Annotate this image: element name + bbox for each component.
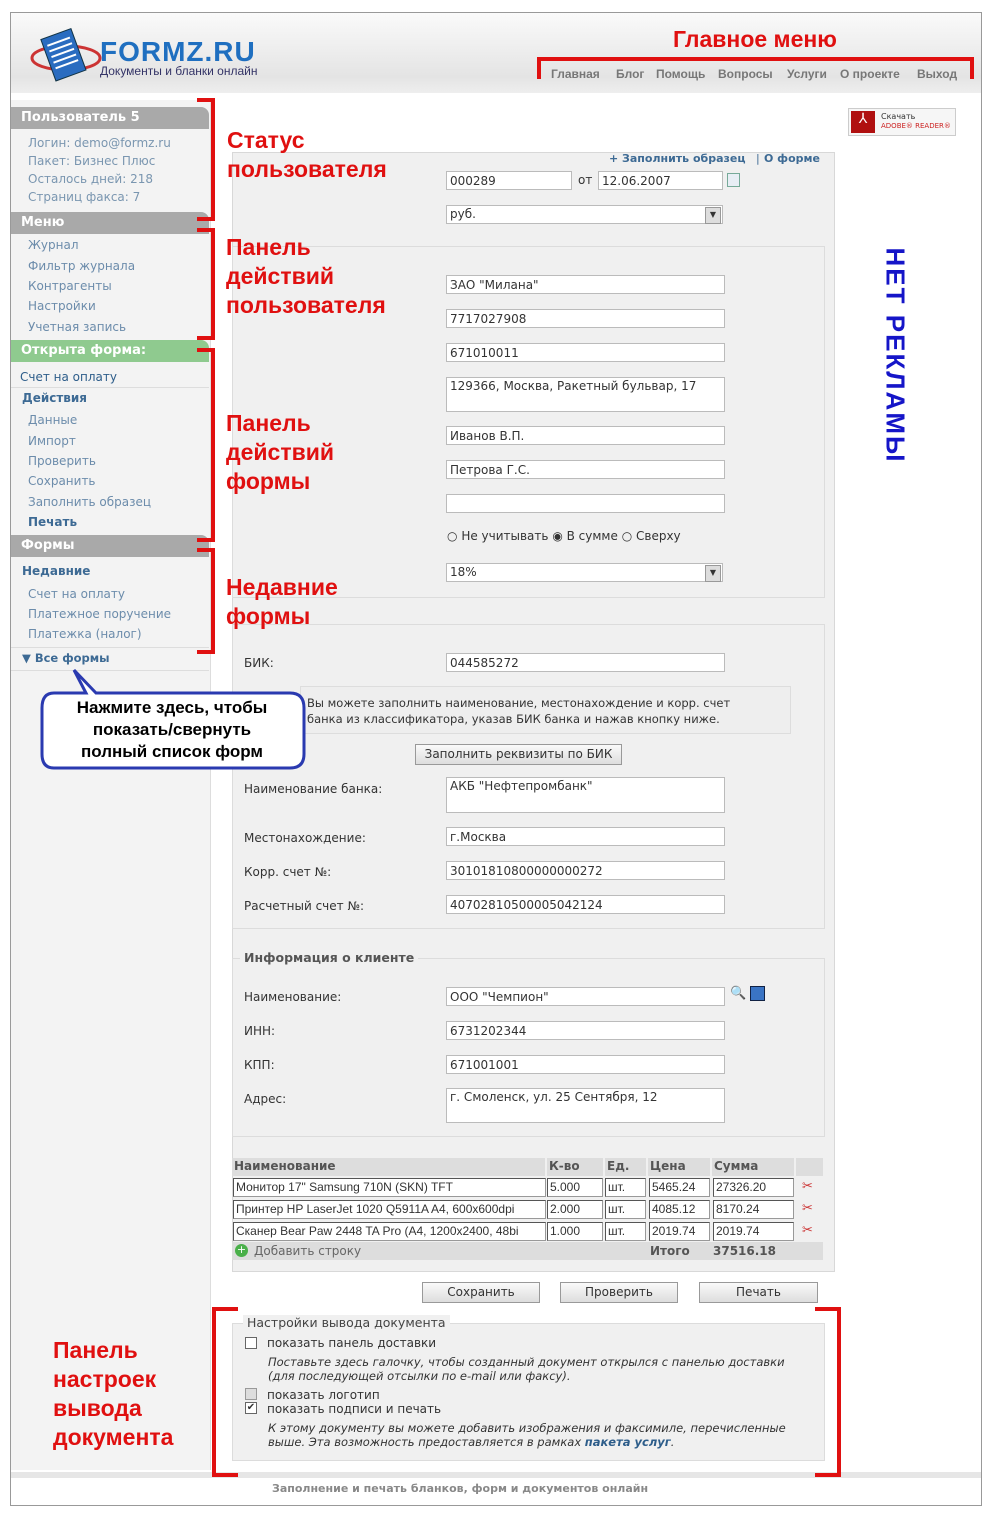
print-button[interactable]: Печать	[699, 1282, 818, 1303]
recent-form-payment-order[interactable]: Платежное поручение	[28, 607, 172, 621]
client-inn-label: ИНН:	[244, 1024, 276, 1038]
logo-icon	[30, 26, 102, 86]
open-form-title: Открыта форма:	[11, 340, 209, 362]
bracket-line	[197, 548, 215, 552]
currency-select[interactable]	[446, 205, 723, 224]
delete-row-icon[interactable]: ✂	[802, 1223, 813, 1238]
item-unit-input[interactable]: шт.	[605, 1178, 646, 1197]
seller-address-input[interactable]	[446, 377, 725, 412]
logo-label: показать логотип	[267, 1388, 380, 1402]
sidebar-item-fill-sample[interactable]: Заполнить образец	[28, 495, 152, 509]
sidebar-item-journal[interactable]: Журнал	[28, 238, 79, 252]
open-form-name[interactable]: Счет на оплату	[20, 370, 117, 384]
signatures-checkbox[interactable]: ✔	[246, 1402, 256, 1413]
bank-name-input[interactable]	[446, 777, 725, 813]
hint-end: .	[670, 1435, 675, 1449]
delivery-hint: Поставьте здесь галочку, чтобы созданный документ открылся с панелью доставки	[268, 1355, 785, 1369]
invoice-date-input[interactable]	[598, 171, 723, 190]
vat-on-top-label: Сверху	[636, 529, 681, 543]
signatures-label: показать подписи и печать	[267, 1402, 442, 1416]
adobe-reader-download[interactable]	[848, 108, 956, 136]
col-unit: Ед.	[605, 1158, 646, 1176]
sidebar-item-save[interactable]: Сохранить	[28, 474, 96, 488]
vat-none-radio[interactable]: ○	[447, 529, 458, 543]
col-price: Цена	[648, 1158, 710, 1176]
about-form-link[interactable]: О форме	[764, 152, 820, 165]
vat-included-radio[interactable]: ◉	[552, 529, 563, 543]
item-qty-input[interactable]: 5.000	[547, 1178, 603, 1197]
bracket	[537, 57, 974, 61]
bracket-line	[212, 1307, 238, 1311]
annotation-main-menu: Главное меню	[673, 26, 837, 52]
nav-services[interactable]: Услуги	[787, 67, 827, 81]
actions-title: Действия	[22, 391, 88, 405]
bracket-line	[197, 348, 215, 352]
sidebar-item-data[interactable]: Данные	[28, 413, 78, 427]
save-client-icon[interactable]	[750, 986, 765, 1001]
logo-checkbox[interactable]	[245, 1388, 257, 1400]
col-qty: К-во	[547, 1158, 603, 1176]
all-forms-toggle[interactable]: ▼ Все формы	[22, 651, 110, 665]
vat-radio-group	[447, 529, 681, 543]
nav-logout[interactable]: Выход	[917, 67, 958, 81]
item-name-input[interactable]: Сканер Bear Paw 2448 TA Pro (A4, 1200x2400, 48bi	[233, 1222, 546, 1241]
item-name-input[interactable]: Принтер HP LaserJet 1020 Q5911A A4, 600x600dpi	[233, 1200, 546, 1219]
nav-home[interactable]: Главная	[551, 67, 600, 81]
signatures-hint	[268, 1435, 674, 1449]
sidebar-item-print[interactable]: Печать	[28, 515, 78, 529]
sidebar-item-account[interactable]: Учетная запись	[28, 320, 127, 334]
user-section-title: Пользователь 5	[11, 107, 209, 129]
from-label: от	[578, 173, 593, 187]
sidebar-item-import[interactable]: Импорт	[28, 434, 76, 448]
signatures-hint: К этому документу вы можете добавить изображения и факсимиле, перечисленные	[268, 1421, 786, 1435]
item-unit-input[interactable]: шт.	[605, 1222, 646, 1241]
item-unit-input[interactable]: шт.	[605, 1200, 646, 1219]
accountant-input[interactable]	[446, 460, 725, 479]
bik-info-line: банка из классификатора, указав БИК банка и нажав кнопку ниже.	[307, 712, 720, 726]
link-separator: |	[756, 152, 760, 165]
user-fax-pages: Страниц факса: 7	[28, 190, 141, 204]
search-client-icon[interactable]: 🔍	[730, 986, 747, 1001]
client-name-input[interactable]	[446, 987, 725, 1006]
sidebar-item-journal-filter[interactable]: Фильтр журнала	[28, 259, 136, 273]
corr-account-input[interactable]	[446, 861, 725, 880]
invoice-number-input[interactable]	[446, 171, 572, 190]
bracket-line	[815, 1473, 841, 1477]
bracket	[970, 57, 974, 79]
recent-form-tax-payment[interactable]: Платежка (налог)	[28, 627, 142, 641]
user-package: Пакет: Бизнес Плюс	[28, 154, 156, 168]
delivery-checkbox[interactable]	[245, 1337, 257, 1349]
bracket-line	[837, 1307, 841, 1477]
delivery-hint: (для последующей отсылки по e-mail или факсу).	[268, 1369, 571, 1383]
nav-faq[interactable]: Вопросы	[718, 67, 773, 81]
adobe-label: Скачать	[881, 112, 916, 121]
extra-input[interactable]	[446, 494, 725, 513]
bracket-line	[211, 348, 215, 542]
sidebar-item-check[interactable]: Проверить	[28, 454, 96, 468]
client-name-label: Наименование:	[244, 990, 342, 1004]
calendar-icon[interactable]	[727, 173, 740, 187]
item-sum-input[interactable]: 8170.24	[713, 1200, 794, 1219]
service-package-link[interactable]: пакета услуг	[584, 1435, 671, 1449]
forms-section-title: Формы	[11, 535, 209, 557]
col-sum: Сумма	[712, 1158, 794, 1176]
bik-label: БИК:	[244, 656, 274, 670]
recent-form-invoice[interactable]: Счет на оплату	[28, 587, 125, 601]
save-button[interactable]: Сохранить	[422, 1282, 540, 1303]
account-input[interactable]	[446, 895, 725, 914]
item-price-input[interactable]: 4085.12	[649, 1200, 710, 1219]
divider	[11, 387, 209, 388]
bik-info-box	[300, 686, 791, 734]
fill-sample-link[interactable]: + Заполнить образец	[609, 152, 746, 165]
vat-rate-select[interactable]	[446, 563, 723, 582]
annotation-output-settings: Панель настроек вывода документа	[53, 1337, 174, 1450]
bik-input[interactable]	[446, 653, 725, 672]
bracket-line	[212, 1307, 216, 1477]
seller-name-input[interactable]	[446, 275, 725, 294]
total-value: 37516.18	[713, 1244, 777, 1258]
seller-inn-input[interactable]	[446, 309, 725, 328]
bracket-line	[197, 336, 215, 340]
item-sum-input[interactable]: 27326.20	[713, 1178, 794, 1197]
delete-row-icon[interactable]: ✂	[802, 1179, 813, 1194]
bracket	[537, 57, 541, 79]
nav-blog[interactable]: Блог	[616, 67, 645, 81]
client-legend: Информация о клиенте	[240, 950, 418, 965]
item-qty-input[interactable]: 1.000	[547, 1222, 603, 1241]
vat-rate-value: 18%	[450, 565, 477, 579]
item-sum-input[interactable]: 2019.74	[713, 1222, 794, 1241]
add-row-icon[interactable]: +	[236, 1243, 247, 1256]
adobe-icon: ⅄	[851, 111, 875, 133]
bracket-line	[197, 217, 215, 221]
client-kpp-label: КПП:	[244, 1058, 275, 1072]
col-name: Наименование	[232, 1158, 545, 1176]
delete-row-icon[interactable]: ✂	[802, 1201, 813, 1216]
bracket-line	[197, 538, 215, 542]
bank-location-label: Местонахождение:	[244, 831, 366, 845]
bank-name-label: Наименование банка:	[244, 782, 383, 796]
bracket-line	[212, 1473, 238, 1477]
item-qty-input[interactable]: 2.000	[547, 1200, 603, 1219]
bracket-line	[197, 98, 215, 102]
bracket-line	[211, 548, 215, 654]
output-settings-legend: Настройки вывода документа	[243, 1315, 450, 1330]
annotation-user-actions: Панель действий пользователя	[226, 234, 386, 318]
menu-section-title: Меню	[11, 212, 209, 234]
corr-account-label: Корр. счет №:	[244, 865, 332, 879]
hint-text: выше. Эта возможность предоставляется в рамках	[268, 1435, 582, 1449]
item-price-input[interactable]: 5465.24	[649, 1178, 710, 1197]
bank-location-input[interactable]	[446, 827, 725, 846]
adobe-brand: ADOBE® READER®	[881, 122, 951, 130]
sidebar-item-settings[interactable]: Настройки	[28, 299, 96, 313]
annotation-recent-forms: Недавние формы	[226, 574, 338, 629]
vat-on-top-radio[interactable]: ○	[621, 529, 633, 543]
user-login: Логин: demo@formz.ru	[28, 136, 171, 150]
seller-kpp-input[interactable]	[446, 343, 725, 362]
client-address-input[interactable]	[446, 1088, 725, 1123]
client-kpp-input[interactable]	[446, 1055, 725, 1074]
bracket-line	[815, 1307, 841, 1311]
recent-title: Недавние	[22, 564, 91, 578]
nav-about[interactable]: О проекте	[840, 67, 900, 81]
bracket-line	[197, 650, 215, 654]
currency-value: руб.	[450, 207, 476, 221]
vat-included-label: В сумме	[566, 529, 618, 543]
no-ads-label: НЕТ РЕКЛАМЫ	[880, 247, 911, 464]
client-address-label: Адрес:	[244, 1092, 287, 1106]
director-input[interactable]	[446, 426, 725, 445]
vat-none-label: Не учитывать	[461, 529, 549, 543]
add-row-link[interactable]: Добавить строку	[254, 1244, 362, 1258]
item-price-input[interactable]: 2019.74	[649, 1222, 710, 1241]
item-name-input[interactable]: Монитор 17" Samsung 710N (SKN) TFT	[233, 1178, 546, 1197]
divider	[11, 647, 209, 648]
annotation-user-status: Статус пользователя	[227, 127, 387, 182]
footer-text: Заполнение и печать бланков, форм и документов онлайн	[272, 1482, 649, 1495]
check-button[interactable]: Проверить	[560, 1282, 678, 1303]
callout-text: Нажмите здесь, чтобы показать/свернуть полный список форм	[76, 698, 268, 761]
user-days-left: Осталось дней: 218	[28, 172, 153, 186]
sidebar-item-contractors[interactable]: Контрагенты	[28, 279, 112, 293]
logo-text[interactable]: FORMZ.RU	[100, 36, 256, 67]
col-delete	[796, 1158, 823, 1176]
bracket-line	[197, 228, 215, 232]
total-label: Итого	[650, 1244, 690, 1258]
nav-help[interactable]: Помощь	[656, 67, 706, 81]
bracket-line	[211, 228, 215, 340]
client-inn-input[interactable]	[446, 1021, 725, 1040]
bracket-line	[211, 98, 215, 221]
delivery-label: показать панель доставки	[267, 1336, 437, 1350]
account-label: Расчетный счет №:	[244, 899, 364, 913]
annotation-form-actions: Панель действий формы	[226, 410, 335, 494]
bik-info-line: Вы можете заполнить наименование, местонахождение и корр. счет	[307, 696, 731, 710]
logo-subtitle: Документы и бланки онлайн	[100, 64, 258, 78]
fill-by-bik-button[interactable]: Заполнить реквизиты по БИК	[415, 744, 622, 765]
